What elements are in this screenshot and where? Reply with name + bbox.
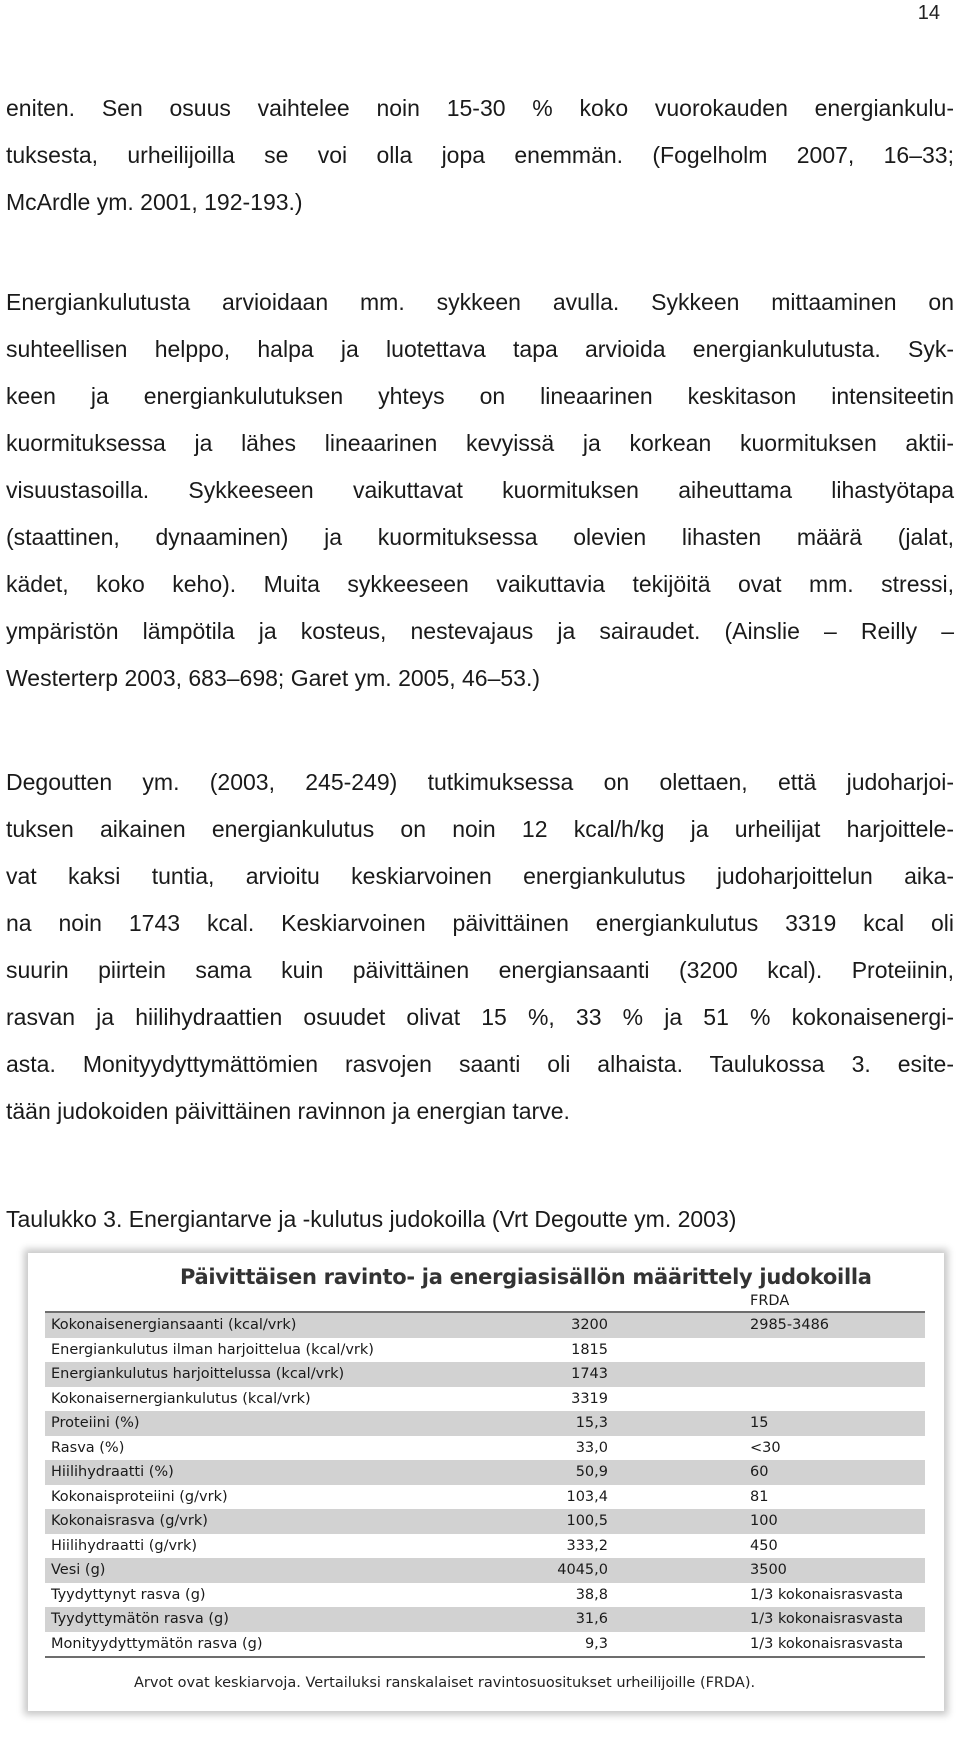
row-value: 103,4	[566, 1488, 608, 1505]
table-row	[45, 1460, 925, 1485]
row-label: Monityydyttymätön rasva (g)	[51, 1635, 263, 1652]
table-row	[45, 1313, 925, 1338]
row-label: Kokonaisenergiansaanti (kcal/vrk)	[51, 1317, 297, 1333]
row-value: 9,3	[584, 1635, 608, 1652]
text-line: suhteellisen helppo, halpa ja luotettava tapa arvioida energiankulutusta. Syk-	[6, 336, 954, 362]
row-label: Energiankulutus harjoittelussa (kcal/vrk)	[51, 1366, 345, 1382]
row-value: 1815	[571, 1341, 608, 1358]
text-line: ympäristön lämpötila ja kosteus, nestevajaus ja sairaudet. (Ainslie – Reilly –	[6, 618, 954, 644]
table-row	[45, 1534, 925, 1559]
row-value: 3319	[571, 1390, 608, 1407]
row-label: Kokonaisernergiankulutus (kcal/vrk)	[51, 1390, 311, 1407]
table-row	[45, 1509, 925, 1534]
row-value: 100,5	[566, 1513, 608, 1529]
table-row	[45, 1632, 925, 1657]
row-frda: 450	[750, 1537, 778, 1554]
text-line: na noin 1743 kcal. Keskiarvoinen päivittäinen energiankulutus 3319 kcal oli	[6, 910, 954, 936]
text-line: vat kaksi tuntia, arvioitu keskiarvoinen energiankulutus judoharjoittelun aika-	[6, 863, 954, 889]
text-line: keen ja energiankulutuksen yhteys on lineaarinen keskitason intensiteetin	[6, 383, 954, 409]
row-value: 333,2	[566, 1537, 608, 1554]
row-label: Vesi (g)	[51, 1562, 106, 1578]
row-frda: 1/3 kokonaisrasvasta	[750, 1586, 904, 1603]
row-value: 4045,0	[557, 1562, 608, 1578]
table-caption: Taulukko 3. Energiantarve ja -kulutus judokoilla (Vrt Degoutte ym. 2003)	[6, 1206, 737, 1232]
row-value: 31,6	[575, 1611, 608, 1627]
table-title: Päivittäisen ravinto- ja energiasisällön määrittely judokoilla	[180, 1265, 872, 1289]
row-frda: 81	[750, 1488, 769, 1505]
row-value: 50,9	[575, 1464, 608, 1480]
text-line: rasvan ja hiilihydraattien osuudet olivat 15 %, 33 % ja 51 % kokonaisenergi-	[6, 1004, 954, 1030]
row-label: Energiankulutus ilman harjoittelua (kcal/vrk)	[51, 1341, 374, 1358]
nutrition-table	[28, 1253, 944, 1711]
row-label: Tyydyttynyt rasva (g)	[51, 1586, 206, 1603]
table-header-row	[45, 1291, 925, 1313]
row-value: 3200	[571, 1317, 608, 1333]
row-frda: 100	[750, 1513, 778, 1529]
row-label: Proteiini (%)	[51, 1415, 140, 1431]
row-frda: <30	[750, 1439, 781, 1456]
row-frda: 2985-3486	[750, 1317, 830, 1333]
row-value: 33,0	[575, 1439, 608, 1456]
text-line: kuormituksessa ja lähes lineaarinen kevyissä ja korkean kuormituksen aktii-	[6, 430, 954, 456]
page-number: 14	[917, 2, 940, 24]
row-label: Hiilihydraatti (%)	[51, 1464, 174, 1480]
text-line: McArdle ym. 2001, 192-193.)	[6, 189, 303, 215]
text-line: Energiankulutusta arvioidaan mm. sykkeen avulla. Sykkeen mittaaminen on	[6, 289, 954, 315]
table-row	[45, 1411, 925, 1436]
table-row	[45, 1485, 925, 1510]
text-line: tuksesta, urheilijoilla se voi olla jopa enemmän. (Fogelholm 2007, 16–33;	[6, 142, 954, 168]
text-line: Westerterp 2003, 683–698; Garet ym. 2005, 46–53.)	[6, 665, 541, 691]
row-value: 15,3	[575, 1415, 608, 1431]
row-label: Hiilihydraatti (g/vrk)	[51, 1537, 198, 1554]
table-row	[45, 1387, 925, 1412]
text-line: suurin piirtein sama kuin päivittäinen energiansaanti (3200 kcal). Proteiinin,	[6, 957, 954, 983]
header-frda-cell: FRDA	[750, 1293, 790, 1309]
row-value: 38,8	[575, 1586, 608, 1603]
text-line: kädet, koko keho). Muita sykkeeseen vaikuttavia tekijöitä ovat mm. stressi,	[6, 571, 954, 597]
paragraph-1	[6, 85, 954, 226]
paragraph-3	[6, 759, 954, 1135]
text-line: Degoutten ym. (2003, 245-249) tutkimuksessa on olettaen, että judoharjoi-	[6, 769, 954, 795]
row-frda: 60	[750, 1464, 769, 1480]
row-label: Kokonaisproteiini (g/vrk)	[51, 1488, 228, 1505]
table-row	[45, 1558, 925, 1583]
table-body	[45, 1291, 925, 1658]
table-row	[45, 1607, 925, 1632]
row-frda: 3500	[750, 1562, 787, 1578]
table-row	[45, 1362, 925, 1387]
table-row	[45, 1436, 925, 1461]
text-line: asta. Monityydyttymättömien rasvojen saanti oli alhaista. Taulukossa 3. esite-	[6, 1051, 954, 1077]
row-label: Rasva (%)	[51, 1439, 125, 1456]
text-line: tään judokoiden päivittäinen ravinnon ja energian tarve.	[6, 1098, 570, 1124]
row-frda: 1/3 kokonaisrasvasta	[750, 1635, 904, 1652]
text-line: eniten. Sen osuus vaihtelee noin 15-30 % koko vuorokauden energiankulu-	[6, 95, 954, 121]
table-footnote: Arvot ovat keskiarvoja. Vertailuksi ranskalaiset ravintosuositukset urheilijoille (FRDA).	[134, 1675, 756, 1691]
text-line: tuksen aikainen energiankulutus on noin 12 kcal/h/kg ja urheilijat harjoittele-	[6, 816, 954, 842]
table-row	[45, 1338, 925, 1363]
paragraph-2	[6, 279, 954, 702]
table-row	[45, 1583, 925, 1608]
row-label: Tyydyttymätön rasva (g)	[51, 1611, 229, 1627]
row-label: Kokonaisrasva (g/vrk)	[51, 1513, 208, 1529]
row-frda: 15	[750, 1415, 769, 1431]
row-frda: 1/3 kokonaisrasvasta	[750, 1611, 904, 1627]
row-value: 1743	[571, 1366, 608, 1382]
text-line: visuustasoilla. Sykkeeseen vaikuttavat kuormituksen aiheuttama lihastyötapa	[6, 477, 954, 503]
text-line: (staattinen, dynaaminen) ja kuormituksessa olevien lihasten määrä (jalat,	[6, 524, 954, 550]
